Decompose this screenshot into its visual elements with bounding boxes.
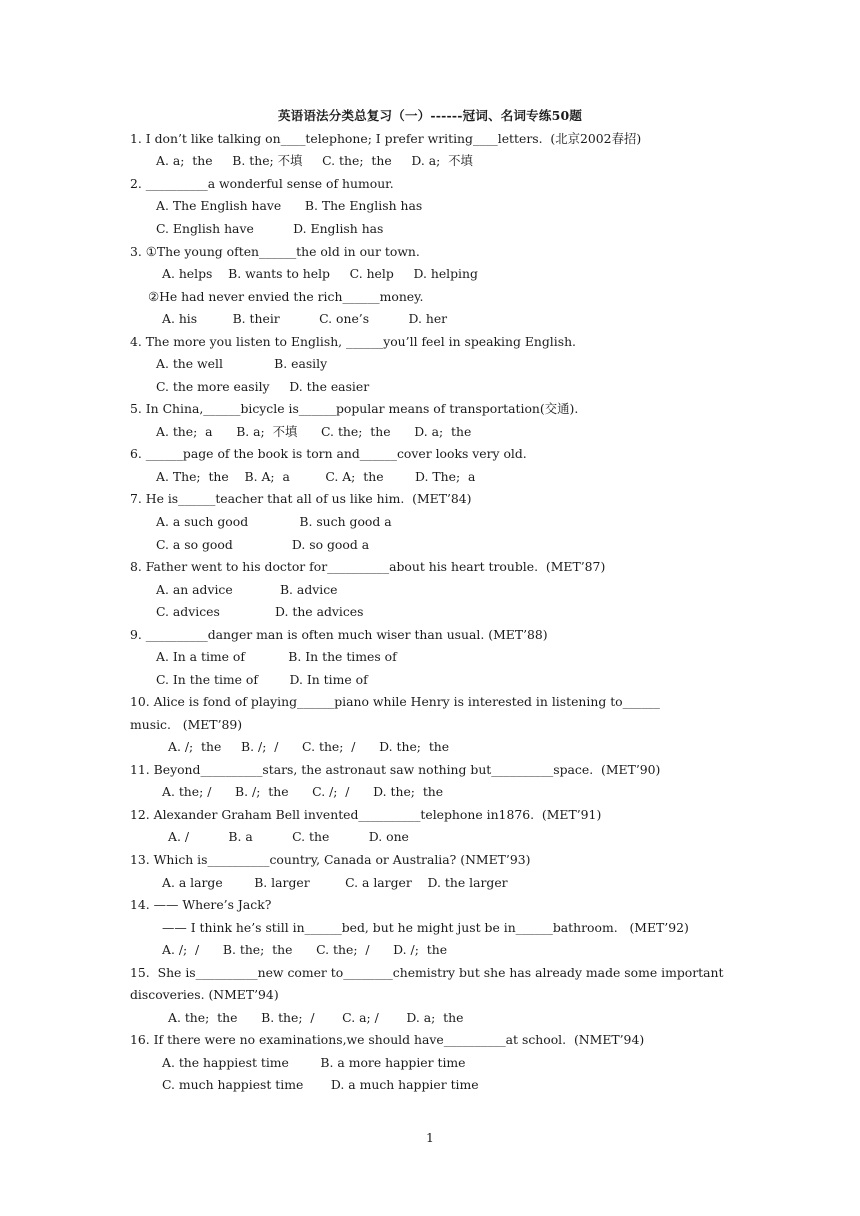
- question-line: 16. If there were no examinations,we should have__________at school. (NMET’94): [130, 1032, 645, 1047]
- answer-options: A. a; the B. the; 不填 C. the; the D. a; 不填: [156, 153, 473, 168]
- answer-options: C. much happiest time D. a much happier time: [162, 1077, 479, 1092]
- answer-options: A. a large B. larger C. a larger D. the larger: [162, 875, 508, 890]
- answer-options: A. the; / B. /; the C. /; / D. the; the: [162, 784, 444, 799]
- answer-options: C. advices D. the advices: [156, 604, 364, 619]
- question-line: 5. In China,______bicycle is______popular means of transportation(交通).: [130, 401, 579, 416]
- question-line: 4. The more you listen to English, ______you’ll feel in speaking English.: [130, 334, 576, 349]
- answer-options: A. In a time of B. In the times of: [156, 649, 397, 664]
- answer-options: A. the happiest time B. a more happier time: [162, 1055, 466, 1070]
- answer-options: A. the; a B. a; 不填 C. the; the D. a; the: [156, 424, 472, 439]
- answer-options: C. a so good D. so good a: [156, 537, 370, 552]
- question-line: 10. Alice is fond of playing______piano while Henry is interested in listening to______: [130, 694, 660, 709]
- answer-options: A. a such good B. such good a: [156, 514, 392, 529]
- question-line: ②He had never envied the rich______money.: [148, 289, 424, 304]
- answer-options: A. an advice B. advice: [156, 582, 338, 597]
- answer-options: A. the; the B. the; / C. a; / D. a; the: [168, 1010, 464, 1025]
- answer-options: C. In the time of D. In time of: [156, 672, 368, 687]
- answer-options: A. his B. their C. one’s D. her: [162, 311, 448, 326]
- answer-options: A. / B. a C. the D. one: [168, 829, 409, 844]
- answer-options: C. English have D. English has: [156, 221, 384, 236]
- question-line: —— I think he’s still in______bed, but he might just be in______bathroom. (MET’92): [162, 920, 689, 935]
- question-line: 12. Alexander Graham Bell invented__________telephone in1876. (MET’91): [130, 807, 602, 822]
- answer-options: A. the well B. easily: [156, 356, 328, 371]
- question-line: 6. ______page of the book is torn and______cover looks very old.: [130, 446, 527, 461]
- question-line: discoveries. (NMET’94): [130, 987, 279, 1002]
- answer-options: A. helps B. wants to help C. help D. helping: [162, 266, 478, 281]
- question-line: 8. Father went to his doctor for__________about his heart trouble. (MET’87): [130, 559, 606, 574]
- page-title: 英语语法分类总复习（一）------冠词、名词专练50题: [277, 108, 583, 123]
- question-line: 11. Beyond__________stars, the astronaut saw nothing but__________space. (MET’90): [130, 762, 661, 777]
- answer-options: A. /; / B. the; the C. the; / D. /; the: [162, 942, 448, 957]
- question-line: 15. She is__________new comer to________chemistry but she has already made some important: [130, 965, 724, 980]
- question-line: 7. He is______teacher that all of us like him. (MET’84): [130, 491, 472, 506]
- page-number: 1: [426, 1130, 434, 1145]
- answer-options: A. The; the B. A; a C. A; the D. The; a: [156, 469, 476, 484]
- answer-options: A. The English have B. The English has: [156, 198, 423, 213]
- question-line: music. (MET’89): [130, 717, 243, 732]
- question-line: 13. Which is__________country, Canada or Australia? (NMET’93): [130, 852, 531, 867]
- answer-options: A. /; the B. /; / C. the; / D. the; the: [168, 739, 450, 754]
- question-line: 2. __________a wonderful sense of humour.: [130, 176, 394, 191]
- question-line: 9. __________danger man is often much wiser than usual. (MET’88): [130, 627, 548, 642]
- question-line: 1. I don’t like talking on____telephone; I prefer writing____letters. (北京2002春招): [130, 131, 642, 146]
- answer-options: C. the more easily D. the easier: [156, 379, 370, 394]
- question-line: 3. ①The young often______the old in our town.: [130, 244, 420, 259]
- question-line: 14. —— Where’s Jack?: [130, 897, 272, 912]
